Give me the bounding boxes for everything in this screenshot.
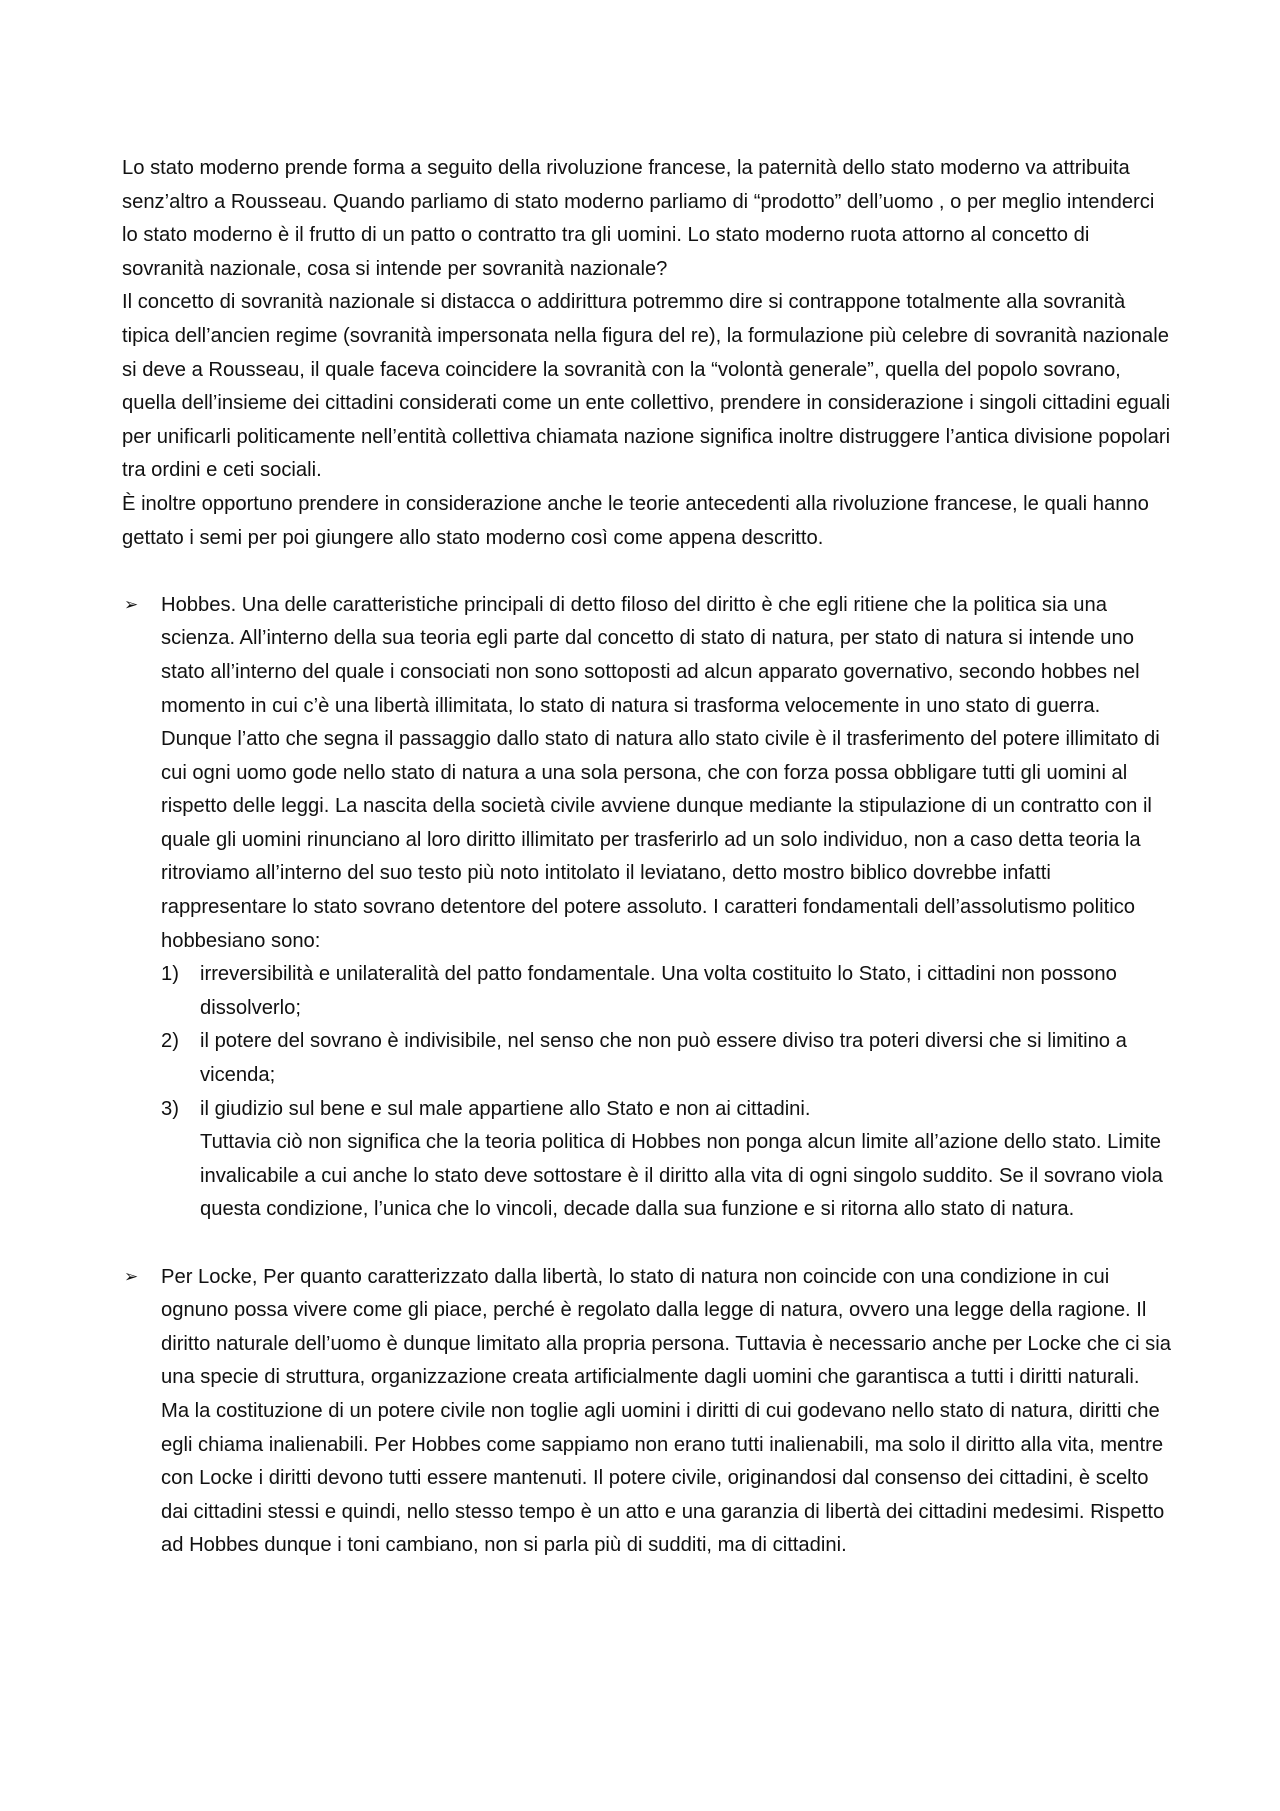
list-item-number: 1) [161,963,179,986]
intro-section [122,152,1172,555]
list-item-number: 3) [161,1097,179,1120]
hobbes-continuation-paragraph: Tuttavia ciò non significa che la teoria politica di Hobbes non ponga alcun limite all’azione dello stato. Limite invalicabile a cui anche lo stato deve sottostare è il diritto alla vita di ogni singolo suddito. Se il sovrano viola questa condizione, l’unica che lo vincoli, decade dalla sua funzione e si ritorna allo stato di natura. [200,1131,1163,1221]
hobbes-numbered-list [161,958,1172,1126]
arrow-bullet-icon: ➢ [124,1266,139,1287]
locke-paragraph: Per Locke, Per quanto caratterizzato dalla libertà, lo stato di natura non coincide con una condizione in cui ognuno possa vivere come gli piace, perché è regolato dalla legge di natura, ovvero una legge della ragione. Il diritto naturale dell’uomo è dunque limitato alla propria persona. Tuttavia è necessario anche per Locke che ci sia una specie di struttura, organizzazione creata artificialmente dagli uomini che garantisca a tutti i diritti naturali. Ma la costituzione di un potere civile non toglie agli uomini i diritti di cui godevano nello stato di natura, diritti che egli chiama inalienabili. Per Hobbes come sappiamo non erano tutti inalienabili, ma solo il diritto alla vita, mentre con Locke i diritti devono tutti essere mantenuti. Il potere civile, originandosi dal consenso dei cittadini, è scelto dai cittadini stessi e quindi, nello stesso tempo è un atto e una garanzia di libertà dei cittadini medesimi. Rispetto ad Hobbes dunque i toni cambiano, non si parla più di sudditi, ma di cittadini. [161,1265,1171,1557]
intro-paragraph: Lo stato moderno prende forma a seguito della rivoluzione francese, la paternità dello stato moderno va attribuita senz’altro a Rousseau. Quando parliamo di stato moderno parliamo di “prodotto” dell’uomo , o per meglio intenderci lo stato moderno è il frutto di un patto o contratto tra gli uomini. Lo stato moderno ruota attorno al concetto di sovranità nazionale, cosa si intende per sovranità nazionale? [122,157,1155,280]
intro-paragraph: È inoltre opportuno prendere in considerazione anche le teorie antecedenti alla rivoluzione francese, le quali hanno gettato i semi per poi giungere allo stato moderno così come appena descritto. [122,492,1149,549]
bullet-hobbes [122,589,1172,1227]
document-body [122,152,1172,1563]
hobbes-paragraph: Hobbes. Una delle caratteristiche principali di detto filoso del diritto è che egli ritiene che la politica sia una scienza. All’interno della sua teoria egli parte dal concetto di stato di natura, per stato di natura si intende uno stato all’interno del quale i consociati non sono sottoposti ad alcun apparato governativo, secondo hobbes nel momento in cui c’è una libertà illimitata, lo stato di natura si trasforma velocemente in uno stato di guerra. Dunque l’atto che segna il passaggio dallo stato di natura allo stato civile è il trasferimento del potere illimitato di cui ogni uomo gode nello stato di natura a una sola persona, che con forza possa obbligare tutti gli uomini al rispetto delle leggi. La nascita della società civile avviene dunque mediante la stipulazione di un contratto con il quale gli uomini rinunciano al loro diritto illimitato per trasferirlo ad un solo individuo, non a caso detta teoria la ritroviamo all’interno del suo testo più noto intitolato il leviatano, detto mostro biblico dovrebbe infatti rappresentare lo stato sovrano detentore del potere assoluto. I caratteri fondamentali dell’assolutismo politico hobbesiano sono: [161,593,1160,952]
intro-paragraph: Il concetto di sovranità nazionale si distacca o addirittura potremmo dire si contrappone totalmente alla sovranità tipica dell’ancien regime (sovranità impersonata nella figura del re), la formulazione più celebre di sovranità nazionale si deve a Rousseau, il quale faceva coincidere la sovranità con la “volontà generale”, quella del popolo sovrano, quella dell’insieme dei cittadini considerati come un ente collettivo, prendere in considerazione i singoli cittadini eguali per unificarli politicamente nell’entità collettiva chiamata nazione significa inoltre distruggere l’antica divisione popolari tra ordini e ceti sociali. [122,291,1171,482]
list-item-text: irreversibilità e unilateralità del patto fondamentale. Una volta costituito lo Stato, i cittadini non possono dissolverlo; [200,963,1117,1019]
list-item-text: il potere del sovrano è indivisibile, nel senso che non può essere diviso tra poteri diversi che si limitino a vicenda; [200,1030,1127,1087]
list-item-number: 2) [161,1030,179,1053]
list-item [161,1093,1172,1127]
list-item-text: il giudizio sul bene e sul male appartiene allo Stato e non ai cittadini. [200,1097,811,1120]
list-item [161,1025,1172,1092]
list-item [161,958,1172,1025]
bullet-locke [122,1261,1172,1563]
arrow-bullet-icon: ➢ [124,594,139,615]
